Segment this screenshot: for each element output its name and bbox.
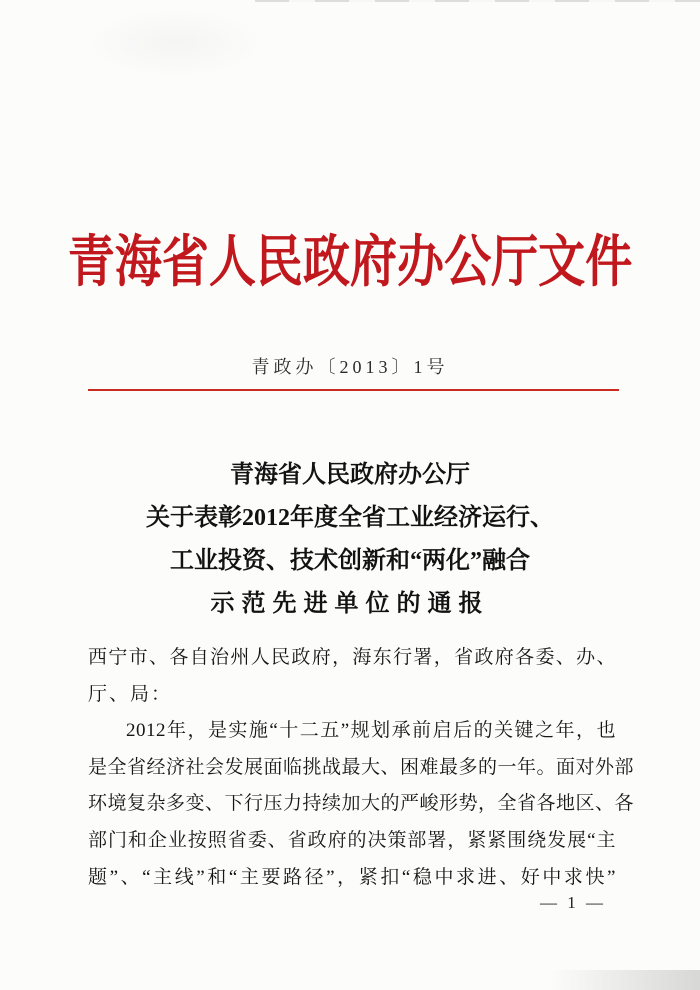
scan-smudge bbox=[85, 8, 265, 78]
document-title-line-1: 青海省人民政府办公厅 bbox=[230, 462, 470, 488]
scan-top-edge-artifact bbox=[255, 0, 700, 2]
document-title-line-4: 示范先进单位的通报 bbox=[210, 591, 490, 617]
red-letterhead-title: 青海省人民政府办公厅文件 bbox=[67, 232, 633, 294]
salutation-line-2: 厅、局： bbox=[88, 683, 173, 705]
body-line-3: 环境复杂多变、下行压力持续加大的严峻形势，全省各地区、各 bbox=[88, 793, 635, 815]
document-title-line-3: 工业投资、技术创新和“两化”融合 bbox=[170, 548, 530, 574]
page-number: — 1 — bbox=[540, 893, 606, 912]
body-line-5: 题”、“主线”和“主要路径”，紧扣“稳中求进、好中求快” bbox=[88, 866, 616, 888]
document-reference-number: 青政办〔2013〕1号 bbox=[251, 357, 449, 377]
document-title bbox=[70, 454, 630, 626]
body-line-4: 部门和企业按照省委、省政府的决策部署，紧紧围绕发展“主 bbox=[88, 829, 616, 851]
document-body bbox=[88, 640, 635, 896]
red-separator-line bbox=[88, 389, 619, 391]
salutation-line-1: 西宁市、各自治州人民政府，海东行署，省政府各委、办、 bbox=[88, 647, 616, 668]
document-title-line-2: 关于表彰2012年度全省工业经济运行、 bbox=[146, 505, 554, 531]
body-line-1: 2012年，是实施“十二五”规划承前启后的关键之年，也 bbox=[126, 720, 616, 742]
scan-corner-shadow bbox=[550, 970, 700, 990]
body-line-2: 是全省经济社会发展面临挑战最大、困难最多的一年。面对外部 bbox=[88, 756, 635, 778]
